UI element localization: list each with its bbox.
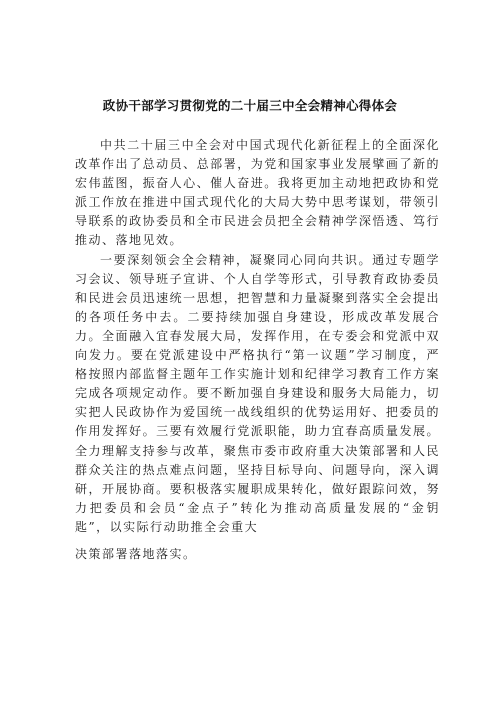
paragraph-1: 中共二十届三中全会对中国式现代化新征程上的全面深化改革作出了总动员、总部署，为党和国家事业发展擘画了新的宏伟蓝图，振奋人心、催人奋进。我将更加主动地把政协和党派工作放在推进中国式现代化的大局大势中思考谋划，带领引导联系的政协委员和全市民进会员把全会精神学深悟透、笃行推动、落地见效。 [75,138,440,248]
closing-line: 决策部署落地落实。 [75,546,197,561]
document-title: 政协干部学习贯彻党的二十届三中全会精神心得体会 [102,98,398,113]
paragraph-2: 一要深刻领会全会精神，凝聚同心同向共识。通过专题学习会议、领导班子宣讲、个人自学等形式，引导教育政协委员和民进会员迅速统一思想，把智慧和力量凝聚到落实全会提出的各项任务中去。二要持续加强自身建设，形成改革发展合力。全面融入宜春发展大局，发挥作用，在专委会和党派中双向发力。要在党派建设中严格执行“第一议题”学习制度，严格按照内部监督主题年工作实施计划和纪律学习教育工作方案完成各项规定动作。要不断加强自身建设和服务大局能力，切实把人民政协作为爱国统一战线组织的优势运用好、把委员的作用发挥好。三要有效履行党派职能，助力宜春高质量发展。全力理解支持参与改革，聚焦市委市政府重大决策部署和人民群众关注的热点难点问题，坚持目标导向、问题导向，深入调研，开展协商。要积极落实履职成果转化，做好跟踪问效，努力把委员和会员“金点子”转化为推动高质量发展的“金钥匙”，以实际行动助推全会重大 [75,252,440,534]
document-body [75,136,440,562]
